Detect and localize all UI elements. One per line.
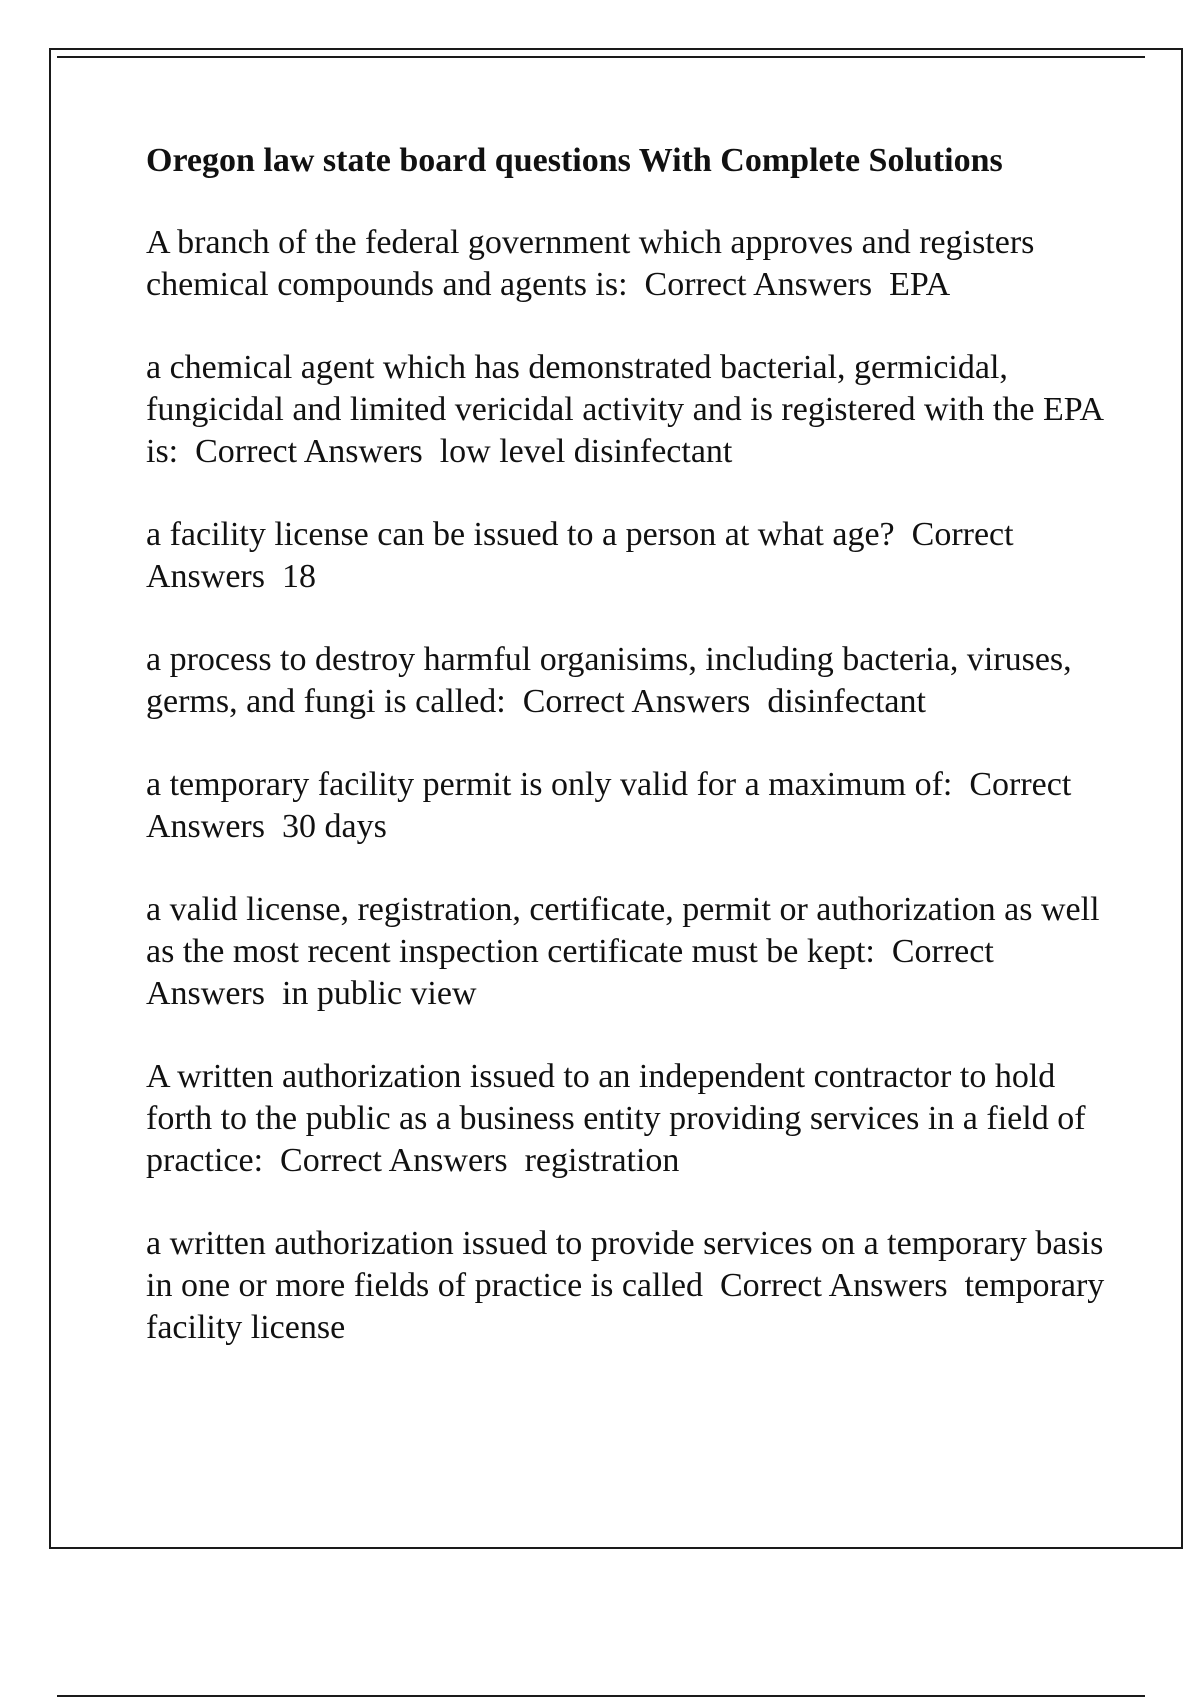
answer-text: EPA — [889, 266, 951, 303]
question-text: a valid license, registration, certificate, permit or authorization as well as the most recent inspection certificate must be kept: — [146, 891, 1100, 970]
answer-label: Correct Answers — [522, 683, 751, 720]
question-text: a process to destroy harmful organisims, including bacteria, viruses, germs, and fungi is called: — [146, 641, 1072, 720]
qa-item — [146, 514, 1106, 598]
answer-label: Correct Answers — [146, 766, 1072, 845]
qa-item — [146, 1223, 1106, 1349]
answer-label: Correct Answers — [720, 1267, 948, 1304]
question-text: A branch of the federal government which approves and registers chemical compounds and agents is: — [146, 224, 1035, 303]
qa-item — [146, 1056, 1106, 1182]
question-text: a chemical agent which has demonstrated bacterial, germicidal, fungicidal and limited vericidal activity and is registered with the EPA is: — [146, 349, 1103, 470]
qa-item — [146, 764, 1106, 848]
answer-label: Correct Answers — [195, 433, 423, 470]
bottom-rule — [57, 1695, 1145, 1697]
question-text: A written authorization issued to an independent contractor to hold forth to the public as a business entity providing services in a field of practice: — [146, 1058, 1086, 1179]
question-text: a facility license can be issued to a person at what age? — [146, 516, 895, 553]
answer-text: registration — [524, 1142, 680, 1179]
answer-label: Correct Answers — [280, 1142, 508, 1179]
question-text: a temporary facility permit is only valid for a maximum of: — [146, 766, 953, 803]
answer-text: 18 — [281, 558, 316, 595]
answer-text: 30 days — [281, 808, 387, 845]
document-title: Oregon law state board questions With Complete Solutions — [146, 142, 1003, 179]
document-body — [146, 140, 1106, 1390]
answer-text: low level disinfectant — [439, 433, 733, 470]
qa-item — [146, 347, 1106, 473]
qa-item — [146, 222, 1106, 306]
answer-text: in public view — [281, 975, 477, 1012]
answer-text: temporary facility license — [146, 1267, 1105, 1346]
answer-label: Correct Answers — [146, 933, 994, 1012]
answer-text: disinfectant — [767, 683, 926, 720]
qa-item — [146, 889, 1106, 1015]
question-text: a written authorization issued to provide services on a temporary basis in one or more fields of practice is called — [146, 1225, 1104, 1304]
top-rule — [57, 56, 1145, 58]
answer-label: Correct Answers — [146, 516, 1014, 595]
qa-item — [146, 639, 1106, 723]
answer-label: Correct Answers — [644, 266, 873, 303]
